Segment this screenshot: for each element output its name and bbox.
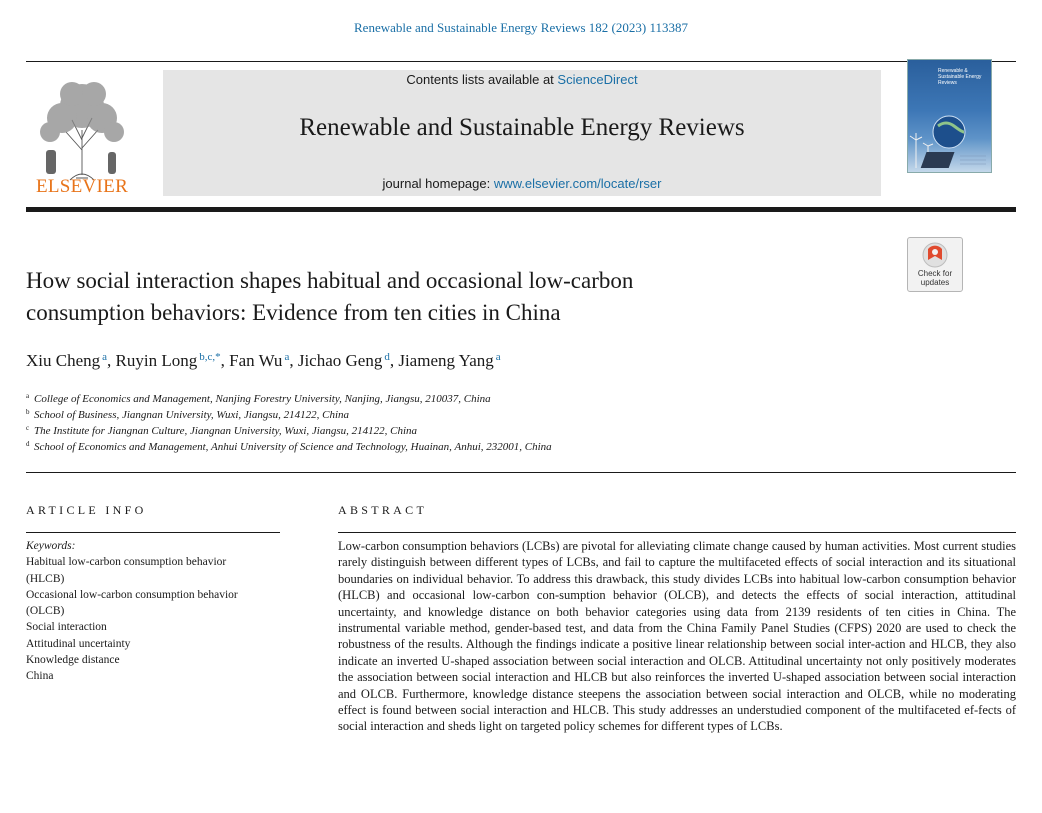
section-divider — [26, 472, 1016, 473]
check-for-updates-label: Check for updates — [917, 269, 953, 287]
affiliation-list — [26, 391, 552, 455]
check-for-updates-badge[interactable] — [907, 237, 963, 292]
header-top-rule — [26, 61, 1016, 62]
keywords-block — [26, 538, 286, 685]
author-list: Xiu Cheng $^a$, Ruyin Long $^{b,c,*}$, Fan Wu $^a$, Jichao Geng $^d$, Jiameng Yang $^a$ — [26, 351, 501, 370]
author-name[interactable]: Jiameng Yang — [398, 351, 494, 370]
affiliation-mark: b — [26, 408, 30, 416]
affiliation-item — [26, 439, 552, 455]
author-affiliation-marker[interactable]: a — [102, 351, 108, 363]
journal-cover-thumbnail[interactable] — [907, 59, 992, 173]
check-for-updates-icon — [908, 240, 962, 270]
journal-name: Renewable and Sustainable Energy Reviews — [299, 114, 745, 141]
affiliation-item — [26, 423, 552, 439]
article-info-rule — [26, 532, 280, 533]
contents-prefix: Contents lists available at — [406, 72, 558, 87]
keyword-item: Attitudinal uncertainty — [26, 637, 131, 650]
affiliation-text: College of Economics and Management, Nanjing Forestry University, Nanjing, Jiangsu, 210037, China — [34, 393, 491, 405]
keyword-item: Knowledge distance — [26, 654, 120, 667]
affiliation-text: School of Business, Jiangnan University, Wuxi, Jiangsu, 214122, China — [34, 409, 350, 421]
affiliation-text: The Institute for Jiangnan Culture, Jiangnan University, Wuxi, Jiangsu, 214122, China — [34, 425, 418, 437]
cover-earth-icon — [908, 60, 991, 172]
keyword-item: China — [26, 670, 54, 683]
journal-masthead — [163, 70, 881, 196]
article-title-line-1: How social interaction shapes habitual and occasional low-carbon — [26, 268, 634, 293]
contents-line — [163, 72, 881, 87]
article-info-heading: ARTICLE INFO — [26, 503, 147, 517]
author-affiliation-marker[interactable]: a — [284, 351, 290, 363]
affiliation-text: School of Economics and Management, Anhui University of Science and Technology, Huainan, Anhui, 232001, China — [34, 441, 552, 453]
author-affiliation-marker[interactable]: d — [384, 351, 390, 363]
abstract-rule — [338, 532, 1016, 533]
keyword-item: (OLCB) — [26, 605, 65, 618]
article-title — [26, 265, 876, 329]
author-name[interactable]: Jichao Geng — [297, 351, 383, 370]
author-name[interactable]: Fan Wu — [229, 351, 283, 370]
affiliation-mark: a — [26, 392, 30, 400]
homepage-prefix: journal homepage: — [382, 176, 494, 191]
keyword-item: (HLCB) — [26, 572, 65, 585]
publisher-wordmark: ELSEVIER — [35, 176, 129, 197]
affiliation-item — [26, 391, 552, 407]
affiliation-mark: d — [26, 440, 30, 448]
affiliation-item — [26, 407, 552, 423]
journal-citation[interactable]: Renewable and Sustainable Energy Reviews 182 (2023) 113387 — [354, 20, 688, 35]
author-affiliation-marker[interactable]: a — [495, 351, 501, 363]
cover-title: Renewable & Sustainable Energy Reviews — [938, 68, 982, 86]
keyword-item: Habitual low-carbon consumption behavior — [26, 556, 227, 569]
keyword-item: Social interaction — [26, 621, 107, 634]
author-name[interactable]: Xiu Cheng — [26, 351, 101, 370]
abstract-text: Low-carbon consumption behaviors (LCBs) are pivotal for alleviating climate change caused by human activities. Most current studies rarely distinguish between different types of LCBs, and fail to capture the multifaceted effects of social interaction and its situational boundaries on individual behavior. To address this drawback, this study divides LCBs into habitual low-carbon consumption behavior (HLCB) and occasional low-carbon con-sumption behavior (OLCB), and detects the effects of social interaction, attitudinal uncertainty, and knowledge distance on both behavior categories using data from 2139 residents of ten cities in China. The instrumental variable method, gender-based test, and data from the China Family Panel Studies (CFPS) 2020 are used to check the robustness of the results. Although the findings indicate a positive linear relationship between social inter-action and HLCB, they also indicate an inverted U-shaped association between social interaction and OLCB. Attitudinal uncertainty not only positively moderates the association between social interaction and HLCB but also reinforces the inverted U-shaped association between social interaction and OLCB. Furthermore, knowledge distance steepens the association between social interaction and OLCB, while no moderating effect is found between social interaction and HLCB. This study addresses an understudied component of the multifaceted ef-fects of social interaction and sheds light on targeted policy schemes for different types of LCBs. — [338, 539, 1016, 734]
article-title-line-2: consumption behaviors: Evidence from ten cities in China — [26, 300, 561, 325]
author-affiliation-marker[interactable]: b,c,* — [199, 351, 221, 363]
journal-homepage-link[interactable]: www.elsevier.com/locate/rser — [493, 176, 662, 191]
sciencedirect-link[interactable]: ScienceDirect — [557, 72, 638, 87]
header-bottom-rule — [26, 207, 1016, 212]
abstract-heading: ABSTRACT — [338, 503, 428, 517]
affiliation-mark: c — [26, 424, 30, 432]
author-name[interactable]: Ruyin Long — [115, 351, 198, 370]
keywords-label: Keywords: — [26, 540, 76, 552]
keyword-item: Occasional low-carbon consumption behavior — [26, 588, 238, 601]
homepage-line — [163, 176, 881, 191]
